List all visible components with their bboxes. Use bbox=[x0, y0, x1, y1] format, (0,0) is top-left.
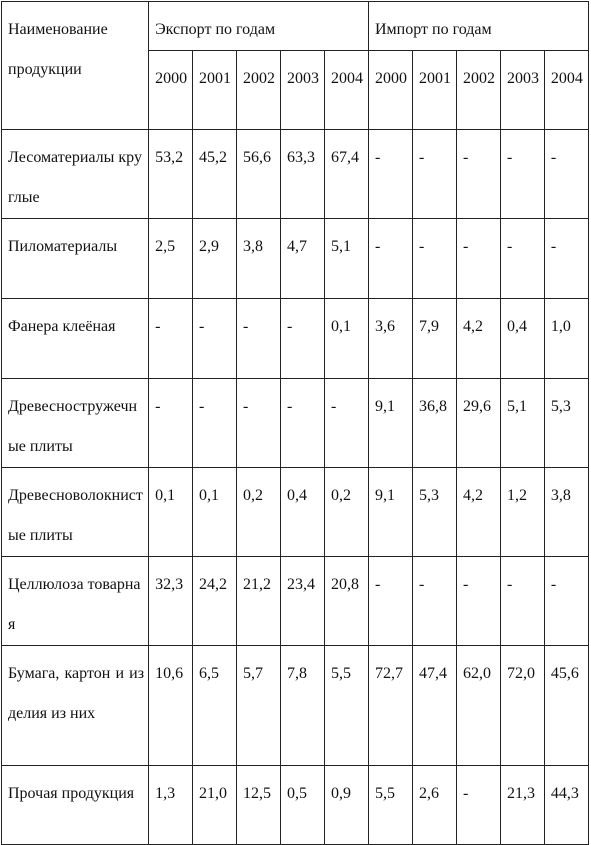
import-value-cell: 9,1 bbox=[368, 468, 412, 557]
export-value-cell: 4,7 bbox=[281, 219, 325, 299]
import-value-cell: 2,6 bbox=[412, 766, 456, 845]
import-year: 2004 bbox=[544, 51, 588, 130]
import-value-cell: - bbox=[368, 557, 412, 646]
export-value-cell: 63,3 bbox=[281, 130, 325, 219]
import-year: 2001 bbox=[412, 51, 456, 130]
import-value-cell: - bbox=[412, 130, 456, 219]
export-value-cell: 0,1 bbox=[325, 299, 369, 379]
import-value-cell: - bbox=[368, 219, 412, 299]
export-value-cell: 21,0 bbox=[193, 766, 237, 845]
import-value-cell: 5,3 bbox=[412, 468, 456, 557]
export-value-cell: 6,5 bbox=[193, 646, 237, 766]
export-value-cell: - bbox=[149, 379, 193, 468]
export-value-cell: 21,2 bbox=[237, 557, 281, 646]
import-value-cell: 45,6 bbox=[544, 646, 588, 766]
product-name-cell: Древесноволокнистые плиты bbox=[2, 468, 149, 557]
export-value-cell: 45,2 bbox=[193, 130, 237, 219]
export-value-cell: 0,1 bbox=[193, 468, 237, 557]
export-year: 2002 bbox=[237, 51, 281, 130]
export-value-cell: - bbox=[237, 299, 281, 379]
export-year: 2000 bbox=[149, 51, 193, 130]
export-value-cell: 0,1 bbox=[149, 468, 193, 557]
export-value-cell: 5,7 bbox=[237, 646, 281, 766]
export-value-cell: - bbox=[281, 379, 325, 468]
import-value-cell: 4,2 bbox=[456, 299, 500, 379]
table-row bbox=[2, 766, 589, 845]
export-value-cell: - bbox=[149, 299, 193, 379]
export-value-cell: - bbox=[325, 379, 369, 468]
import-value-cell: 72,0 bbox=[500, 646, 544, 766]
export-value-cell: 0,2 bbox=[325, 468, 369, 557]
import-value-cell: 1,0 bbox=[544, 299, 588, 379]
export-value-cell: 56,6 bbox=[237, 130, 281, 219]
trade-table bbox=[1, 1, 589, 845]
export-value-cell: 20,8 bbox=[325, 557, 369, 646]
table-row bbox=[2, 646, 589, 766]
export-value-cell: 5,1 bbox=[325, 219, 369, 299]
export-value-cell: 32,3 bbox=[149, 557, 193, 646]
product-name-cell: Лесоматериалы круглые bbox=[2, 130, 149, 219]
export-value-cell: 3,8 bbox=[237, 219, 281, 299]
import-value-cell: - bbox=[544, 130, 588, 219]
import-value-cell: - bbox=[412, 219, 456, 299]
product-name-cell: Прочая продукция bbox=[2, 766, 149, 845]
import-value-cell: 5,1 bbox=[500, 379, 544, 468]
table-row bbox=[2, 379, 589, 468]
export-value-cell: 24,2 bbox=[193, 557, 237, 646]
header-import: Импорт по годам bbox=[368, 2, 588, 51]
import-value-cell: 3,6 bbox=[368, 299, 412, 379]
export-value-cell: - bbox=[237, 379, 281, 468]
import-year: 2000 bbox=[368, 51, 412, 130]
export-year: 2001 bbox=[193, 51, 237, 130]
import-value-cell: 9,1 bbox=[368, 379, 412, 468]
product-name-cell: Древесностружечные плиты bbox=[2, 379, 149, 468]
import-value-cell: 3,8 bbox=[544, 468, 588, 557]
import-value-cell: - bbox=[456, 219, 500, 299]
export-value-cell: 7,8 bbox=[281, 646, 325, 766]
import-value-cell: 44,3 bbox=[544, 766, 588, 845]
import-value-cell: - bbox=[456, 557, 500, 646]
import-value-cell: 1,2 bbox=[500, 468, 544, 557]
import-value-cell: 62,0 bbox=[456, 646, 500, 766]
export-value-cell: - bbox=[193, 299, 237, 379]
export-value-cell: 0,4 bbox=[281, 468, 325, 557]
export-year: 2004 bbox=[325, 51, 369, 130]
export-value-cell: 0,9 bbox=[325, 766, 369, 845]
import-value-cell: - bbox=[412, 557, 456, 646]
import-value-cell: 4,2 bbox=[456, 468, 500, 557]
import-value-cell: - bbox=[500, 219, 544, 299]
export-value-cell: - bbox=[193, 379, 237, 468]
import-value-cell: 7,9 bbox=[412, 299, 456, 379]
import-value-cell: 72,7 bbox=[368, 646, 412, 766]
import-value-cell: 36,8 bbox=[412, 379, 456, 468]
export-value-cell: 10,6 bbox=[149, 646, 193, 766]
import-year: 2003 bbox=[500, 51, 544, 130]
table-row bbox=[2, 468, 589, 557]
export-value-cell: 23,4 bbox=[281, 557, 325, 646]
export-value-cell: 5,5 bbox=[325, 646, 369, 766]
product-name-cell: Целлюлоза товарная bbox=[2, 557, 149, 646]
product-name-cell: Пиломатериалы bbox=[2, 219, 149, 299]
export-value-cell: 53,2 bbox=[149, 130, 193, 219]
import-value-cell: 0,4 bbox=[500, 299, 544, 379]
import-value-cell: 5,5 bbox=[368, 766, 412, 845]
header-product-name: Наименование продукции bbox=[2, 2, 149, 130]
import-value-cell: - bbox=[500, 557, 544, 646]
export-value-cell: 0,2 bbox=[237, 468, 281, 557]
export-value-cell: 67,4 bbox=[325, 130, 369, 219]
import-value-cell: 5,3 bbox=[544, 379, 588, 468]
import-value-cell: 21,3 bbox=[500, 766, 544, 845]
table-row bbox=[2, 299, 589, 379]
export-value-cell: 12,5 bbox=[237, 766, 281, 845]
import-value-cell: - bbox=[544, 219, 588, 299]
header-export: Экспорт по годам bbox=[149, 2, 369, 51]
import-value-cell: - bbox=[500, 130, 544, 219]
product-name-cell: Фанера клеёная bbox=[2, 299, 149, 379]
import-value-cell: - bbox=[368, 130, 412, 219]
table-row bbox=[2, 557, 589, 646]
export-value-cell: - bbox=[281, 299, 325, 379]
import-value-cell: 29,6 bbox=[456, 379, 500, 468]
import-year: 2002 bbox=[456, 51, 500, 130]
export-value-cell: 1,3 bbox=[149, 766, 193, 845]
product-name-cell: Бумага, картон и изделия из них bbox=[2, 646, 149, 766]
export-year: 2003 bbox=[281, 51, 325, 130]
table-row bbox=[2, 130, 589, 219]
export-value-cell: 2,5 bbox=[149, 219, 193, 299]
table-row bbox=[2, 219, 589, 299]
export-value-cell: 0,5 bbox=[281, 766, 325, 845]
export-value-cell: 2,9 bbox=[193, 219, 237, 299]
import-value-cell: - bbox=[544, 557, 588, 646]
import-value-cell: 47,4 bbox=[412, 646, 456, 766]
import-value-cell: - bbox=[456, 766, 500, 845]
import-value-cell: - bbox=[456, 130, 500, 219]
